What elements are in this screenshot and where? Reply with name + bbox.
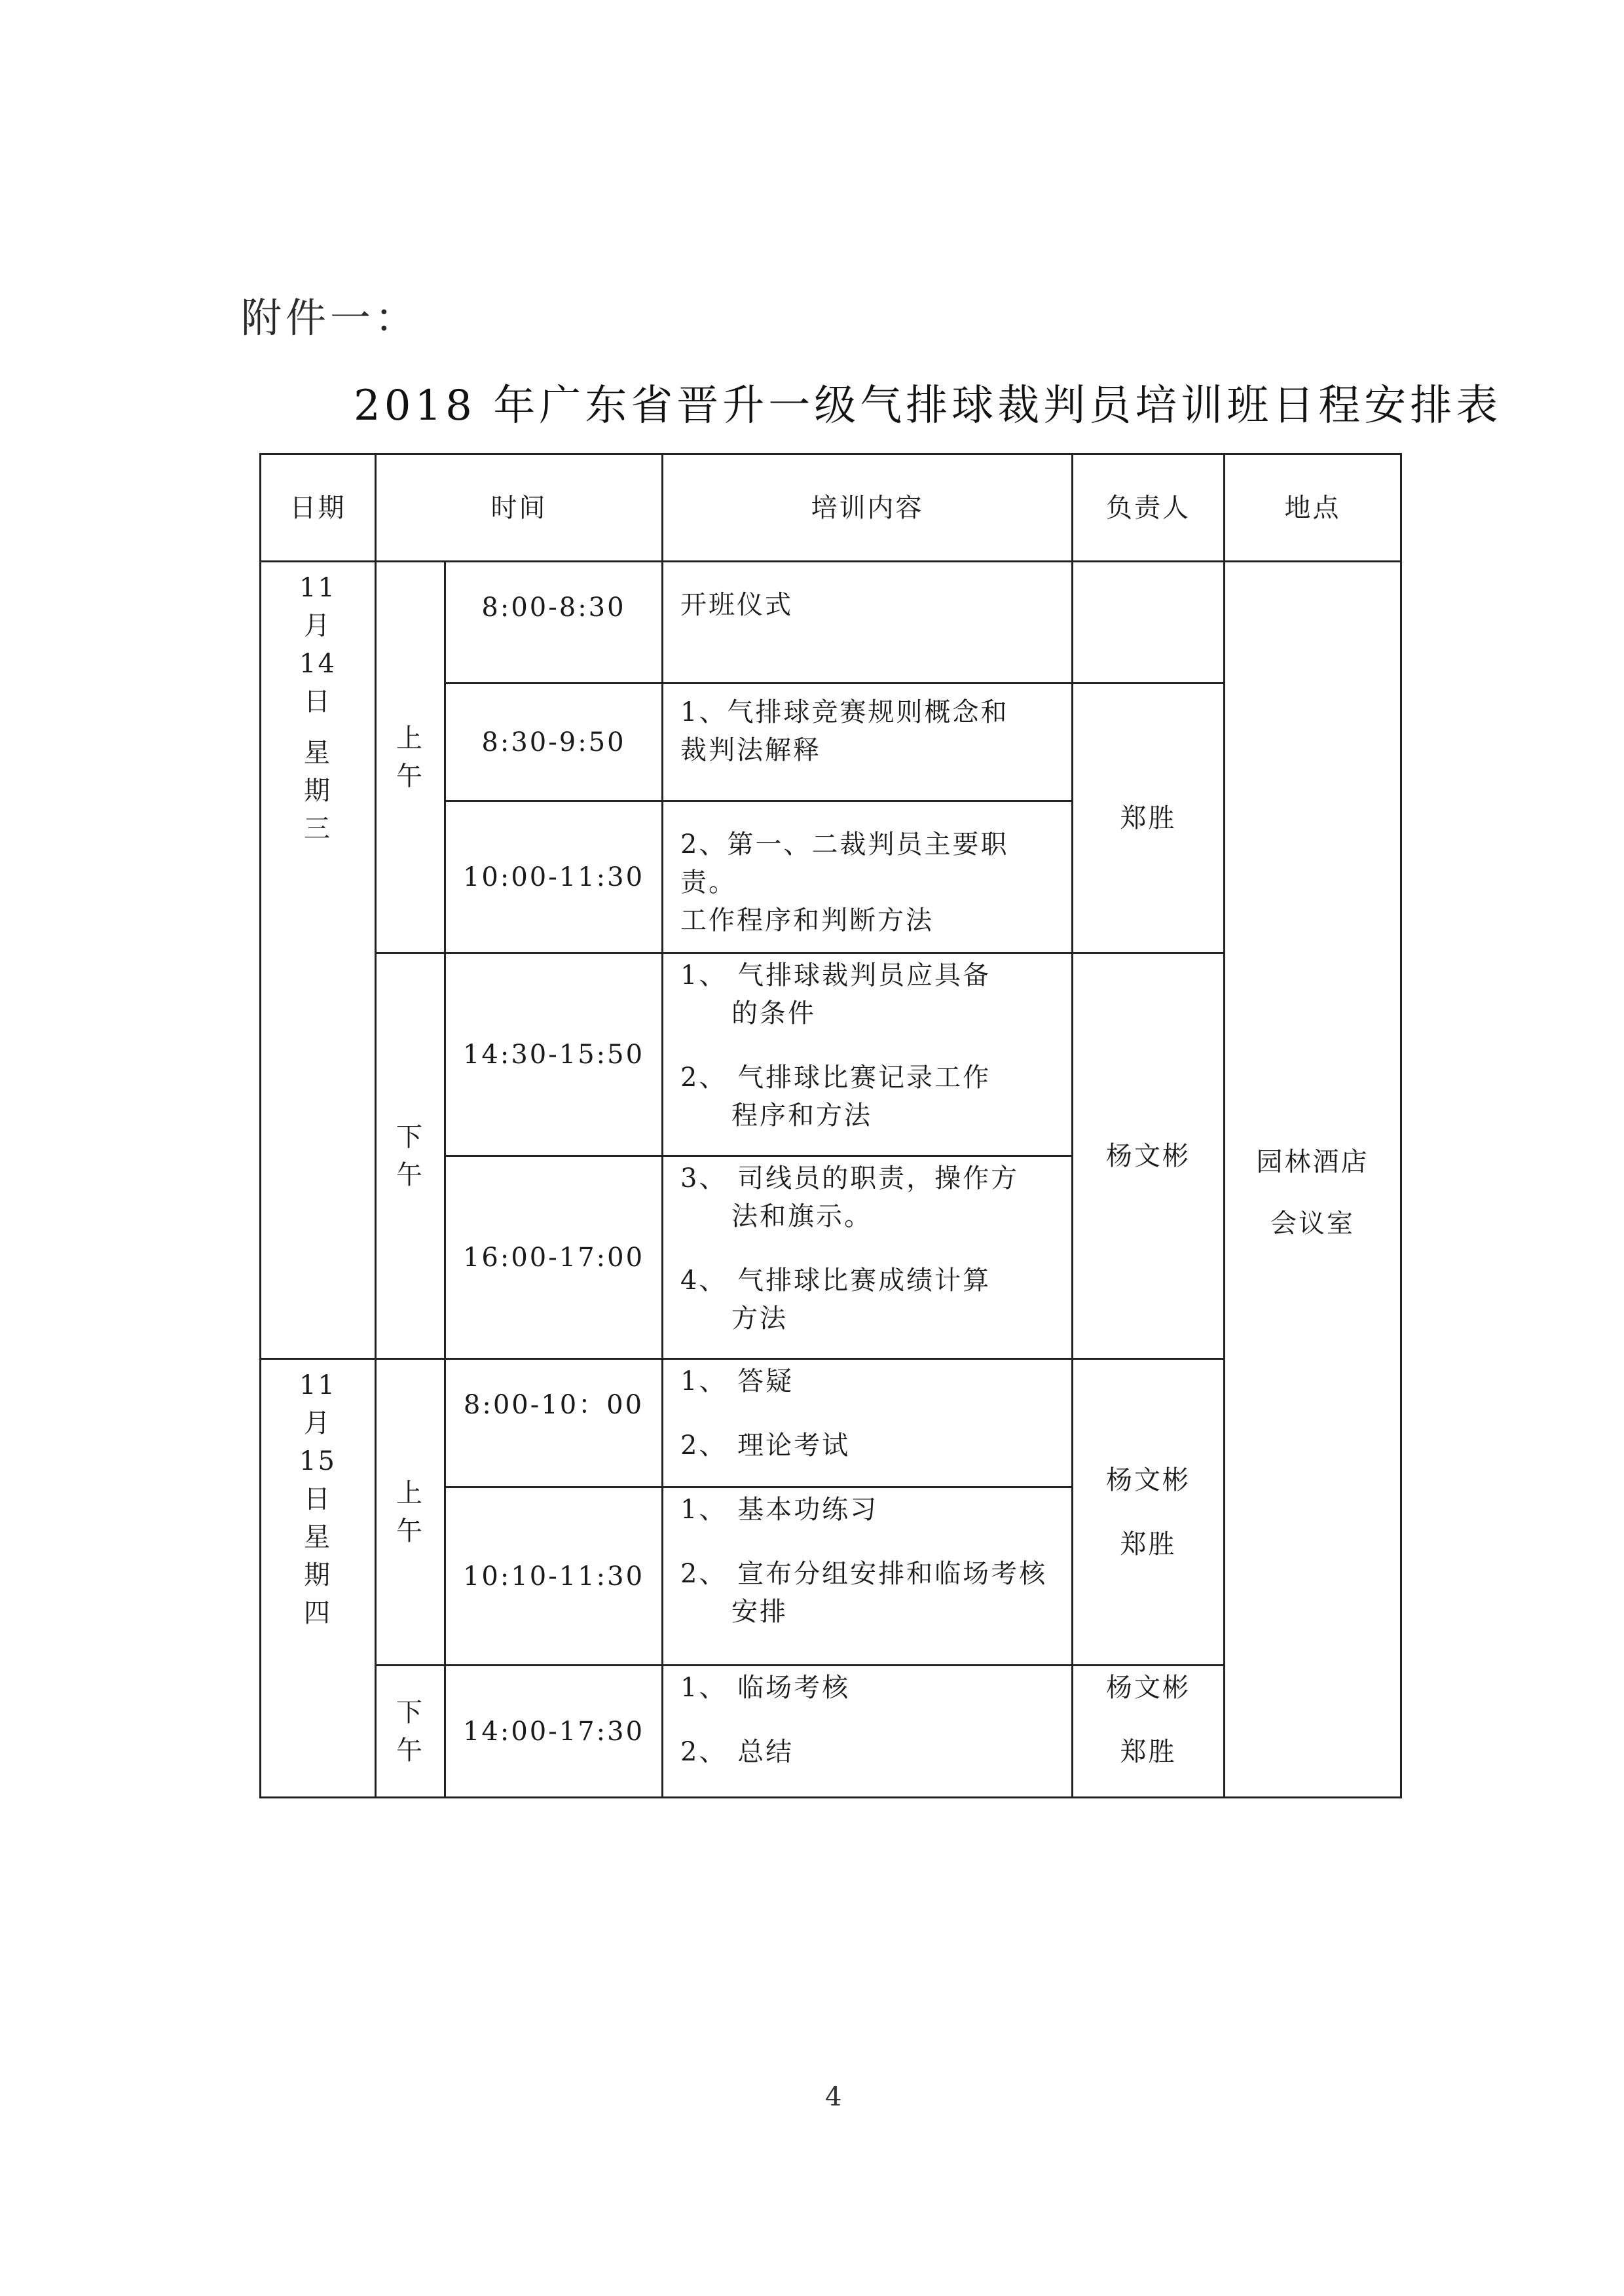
header-place: 地点 xyxy=(1225,454,1401,562)
page-number: 4 xyxy=(825,2082,842,2112)
time-cell: 14:00-17:30 xyxy=(445,1666,663,1798)
content-cell: 3、 司线员的职责，操作方 法和旗示。 4、 气排球比赛成绩计算 方法 xyxy=(663,1156,1073,1359)
time-cell: 14:30-15:50 xyxy=(445,953,663,1156)
content-cell: 开班仪式 xyxy=(663,562,1073,683)
header-row xyxy=(261,454,1401,562)
attachment-label: 附件一： xyxy=(241,294,420,342)
content-cell: 1、 答疑 2、 理论考试 xyxy=(663,1359,1073,1487)
time-cell: 8:30-9:50 xyxy=(445,683,663,801)
table-row xyxy=(261,562,1401,683)
time-cell: 10:10-11:30 xyxy=(445,1487,663,1666)
header-date: 日期 xyxy=(261,454,376,562)
schedule-table xyxy=(259,453,1402,1798)
person-cell: 郑胜 xyxy=(1073,683,1225,953)
person-cell: 杨文彬 xyxy=(1073,953,1225,1359)
period-afternoon-day2: 下 午 xyxy=(376,1666,445,1798)
time-cell: 16:00-17:00 xyxy=(445,1156,663,1359)
time-cell: 10:00-11:30 xyxy=(445,801,663,953)
place-cell: 园林酒店 会议室 xyxy=(1225,562,1401,1798)
header-time: 时间 xyxy=(376,454,663,562)
header-content: 培训内容 xyxy=(663,454,1073,562)
date-day2: 11 月 15 日 星 期 四 xyxy=(261,1359,376,1798)
time-cell: 8:00-10：00 xyxy=(445,1359,663,1487)
document-title: 2018 年广东省晋升一级气排球裁判员培训班日程安排表 xyxy=(354,382,1502,430)
content-cell: 1、气排球竞赛规则概念和 裁判法解释 xyxy=(663,683,1073,801)
header-person: 负责人 xyxy=(1073,454,1225,562)
content-cell: 1、 气排球裁判员应具备 的条件 2、 气排球比赛记录工作 程序和方法 xyxy=(663,953,1073,1156)
person-cell: 杨文彬 郑胜 xyxy=(1073,1359,1225,1666)
period-morning-day2: 上 午 xyxy=(376,1359,445,1666)
period-afternoon-day1: 下 午 xyxy=(376,953,445,1359)
time-cell: 8:00-8:30 xyxy=(445,562,663,683)
person-cell-empty xyxy=(1073,562,1225,683)
content-cell: 2、第一、二裁判员主要职责。 工作程序和判断方法 xyxy=(663,801,1073,953)
date-day1: 11 月 14 日 星 期 三 xyxy=(261,562,376,1359)
person-cell: 杨文彬 郑胜 xyxy=(1073,1666,1225,1798)
content-cell: 1、 临场考核 2、 总结 xyxy=(663,1666,1073,1798)
content-cell: 1、 基本功练习 2、 宣布分组安排和临场考核 安排 xyxy=(663,1487,1073,1666)
period-morning-day1: 上 午 xyxy=(376,562,445,953)
